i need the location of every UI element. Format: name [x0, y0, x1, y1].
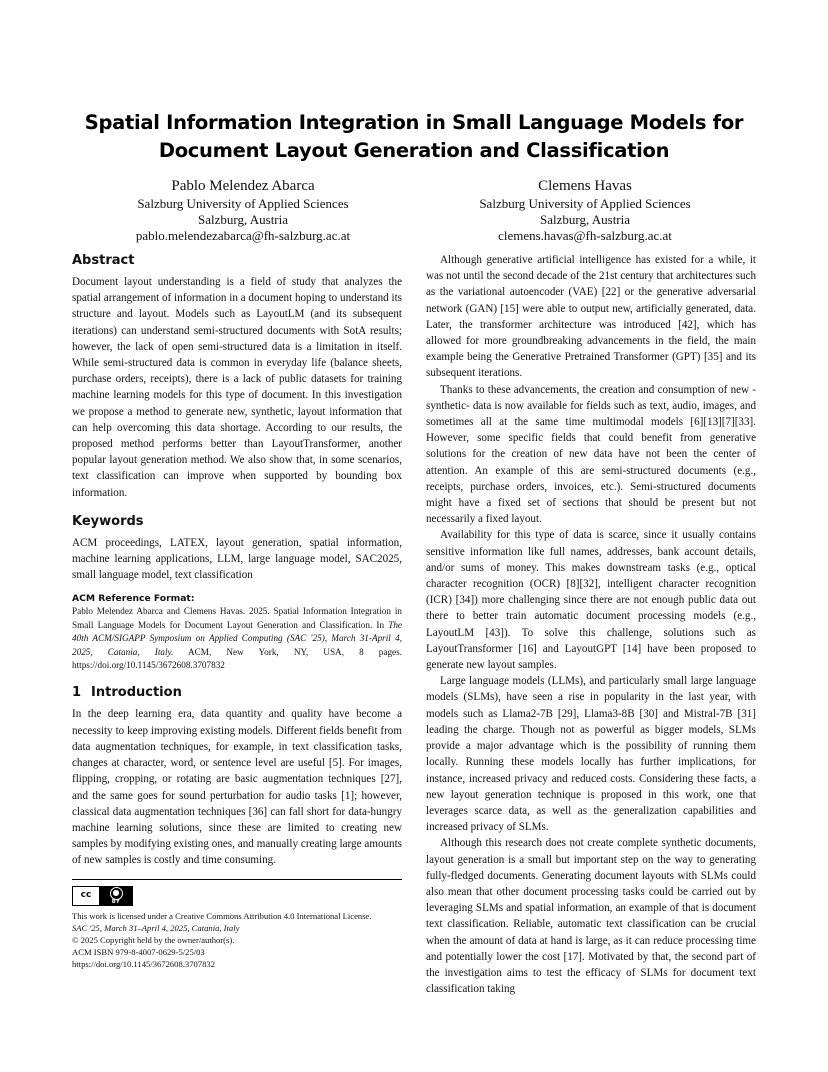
- reference-text-start: Pablo Melendez Abarca and Clemens Havas. 2025. Spatial Information Integration in Small Language Models for Document Layout Generation and Classification. In: [72, 606, 402, 630]
- author-affiliation: Salzburg University of Applied Sciences: [137, 196, 349, 211]
- doi-link[interactable]: https://doi.org/10.1145/3672608.3707832: [72, 959, 215, 970]
- body-paragraph: Large language models (LLMs), and particularly small large language models (SLMs), have seen a rise in popularity in the last year, with models such as Llama2-7B [29], Llama3-8B [30] and Mistral-7B [31] leading the charge. Though not as powerful as bigger models, SLMs provide a major advantage which is the possibility of running them locally. Running these models locally has further implications, for instance, increased privacy and reduced costs. Considering these facts, a new layout generation technique is proposed in this work, one that leverages scarce data, as well as the generalization capabilities and increased privacy of SLMs.: [426, 675, 756, 834]
- author-affiliation: Salzburg University of Applied Sciences: [479, 196, 691, 211]
- abstract-text: Document layout understanding is a field of study that analyzes the spatial arrangement of information in a document hoping to understand its structure and layout. Models such as LayoutLM (and its subsequent iterations) can understand semi-structured documents with SotA results; however, the lack of open semi-structured data is a limitation in itself. While semi-structured data is common in everyday life (balance sheets, purchase orders, receipts), there is a lack of public datasets for training machine learning models for this type of document. In this investigation we propose a method to generate new, synthetic, layout information that can help overcoming this data shortage. According to our results, the proposed method performs better than LayoutTransformer, another popular layout generation method. We also show that, in some scenarios, text classification can improve when supported by bounding box information.: [72, 276, 402, 499]
- conference-line: SAC '25, March 31–April 4, 2025, Catania, Italy: [72, 922, 240, 933]
- author-block-2: [450, 176, 720, 244]
- body-paragraph: Although this research does not create complete synthetic documents, layout generation is a small but important step on the way to generating fully-fledged documents. Generating document layouts with SLMs could also mean that other document processing tasks could be carried out by leveraging SLMs and spatial information, an example of that is document text classification. Reliable, automatic text classification can be crucial when the amount of data at hand is large, as it can reduce processing time and potentially lower the cost [17]. Motivated by that, the second part of the investigation aims to test the efficacy of SLMs for document text classification taking: [426, 837, 756, 996]
- author-name: Pablo Melendez Abarca: [171, 178, 315, 194]
- person-icon: ●: [110, 887, 123, 900]
- author-location: Salzburg, Austria: [197, 212, 289, 227]
- author-location: Salzburg, Austria: [539, 212, 631, 227]
- copyright-line: © 2025 Copyright held by the owner/author(s).: [72, 934, 235, 945]
- introduction-text: In the deep learning era, data quantity and quality have become a necessity to keep improving existing models. Different fields benefit from data augmentation techniques, for example, in text classification tasks, changes at character, word, or sentence level are useful [5]. For images, flipping, cropping, or rotating are basic augmentation techniques [27], and the same goes for sound perturbation for audio tasks [1]; however, classical data augmentation techniques [36] can fall short for data-hungry machine learning solutions, since these are limited to creating new samples by modifying existing ones, and manually creating large amounts of new samples is costly and time consuming.: [72, 708, 402, 867]
- reference-format-text: [72, 605, 402, 672]
- keywords-heading: Keywords: [72, 513, 144, 529]
- section-number: 1: [72, 685, 82, 701]
- isbn-line: ACM ISBN 979-8-4007-0629-5/25/03: [72, 947, 205, 958]
- license-notice: [72, 910, 402, 971]
- license-line: This work is licensed under a Creative Commons Attribution 4.0 International License.: [72, 910, 372, 921]
- reference-venue: The 40th ACM/SIGAPP Symposium on Applied Computing (SAC '25), March 31-April 4, 2025, Catania, Italy.: [72, 619, 402, 657]
- body-paragraph: Although generative artificial intelligence has existed for a while, it was not until the second decade of the 21st century that architectures such as the variational autoencoder (VAE) [22] or the generative adversarial network (GAN) [15] were able to output new, artificially generated, data. Later, the transformer architecture was introduced [42], which has allowed for more groundbreaking advancements in the field, the main example being the Generative Pretrained Transformer (GPT) [35] and its subsequent iterations.: [426, 254, 756, 380]
- author-email[interactable]: clemens.havas@fh-salzburg.ac.at: [498, 228, 672, 243]
- cc-by-license-badge[interactable]: [72, 886, 133, 906]
- introduction-heading: [72, 684, 402, 702]
- by-label: BY: [111, 898, 121, 905]
- author-email[interactable]: pablo.melendezabarca@fh-salzburg.ac.at: [135, 228, 351, 243]
- license-divider: [72, 879, 402, 880]
- keywords-text: ACM proceedings, LATEX, layout generation, spatial information, machine learning applications, LLM, large language model, SAC2025, small language model, text classification: [72, 536, 402, 582]
- abstract-heading: Abstract: [72, 253, 135, 268]
- by-icon: [100, 887, 132, 905]
- right-column: [426, 252, 756, 997]
- author-name: Clemens Havas: [538, 178, 632, 194]
- cc-icon: cc: [73, 887, 100, 905]
- section-title: Introduction: [91, 685, 182, 701]
- reference-text-end: ACM, New York, NY, USA, 8 pages. https://doi.org/10.1145/3672608.3707832: [72, 646, 403, 671]
- body-paragraph: Availability for this type of data is scarce, since it usually contains sensitive information like full names, addresses, bank account details, and/or sums of money. This makes downstream tasks (e.g., optical character recognition (OCR) [8][32], intelligent character recognition (ICR) [34]) more challenging since there are not enough public data out there to better train automatic document processing models (e.g., LayoutLM [43]). To solve this challenge, solutions such as LayoutTransformer [16] and LayoutGPT [14] have been proposed to generate new layout samples.: [426, 529, 756, 672]
- paper-title: [60, 109, 768, 165]
- title-line-1: Spatial Information Integration in Small Language Models for: [84, 111, 744, 134]
- body-paragraph: Thanks to these advancements, the creation and consumption of new -synthetic- data is now available for fields such as text, audio, images, and sometimes all at the same time multimodal models [6][13][7][33]. However, some specific fields that could benefit from generative solutions for the creation of new data have not been the center of attention. An example of this are semi-structured documents (e.g., receipts, purchase orders, invoices, etc.). Semi-structured documents might have a fixed set of sections that should be present but not necessarily a fixed layout.: [426, 383, 756, 526]
- author-block-1: [108, 176, 378, 244]
- left-column: [72, 252, 402, 971]
- reference-format-heading: ACM Reference Format:: [72, 593, 195, 605]
- title-line-2: Document Layout Generation and Classification: [158, 139, 670, 162]
